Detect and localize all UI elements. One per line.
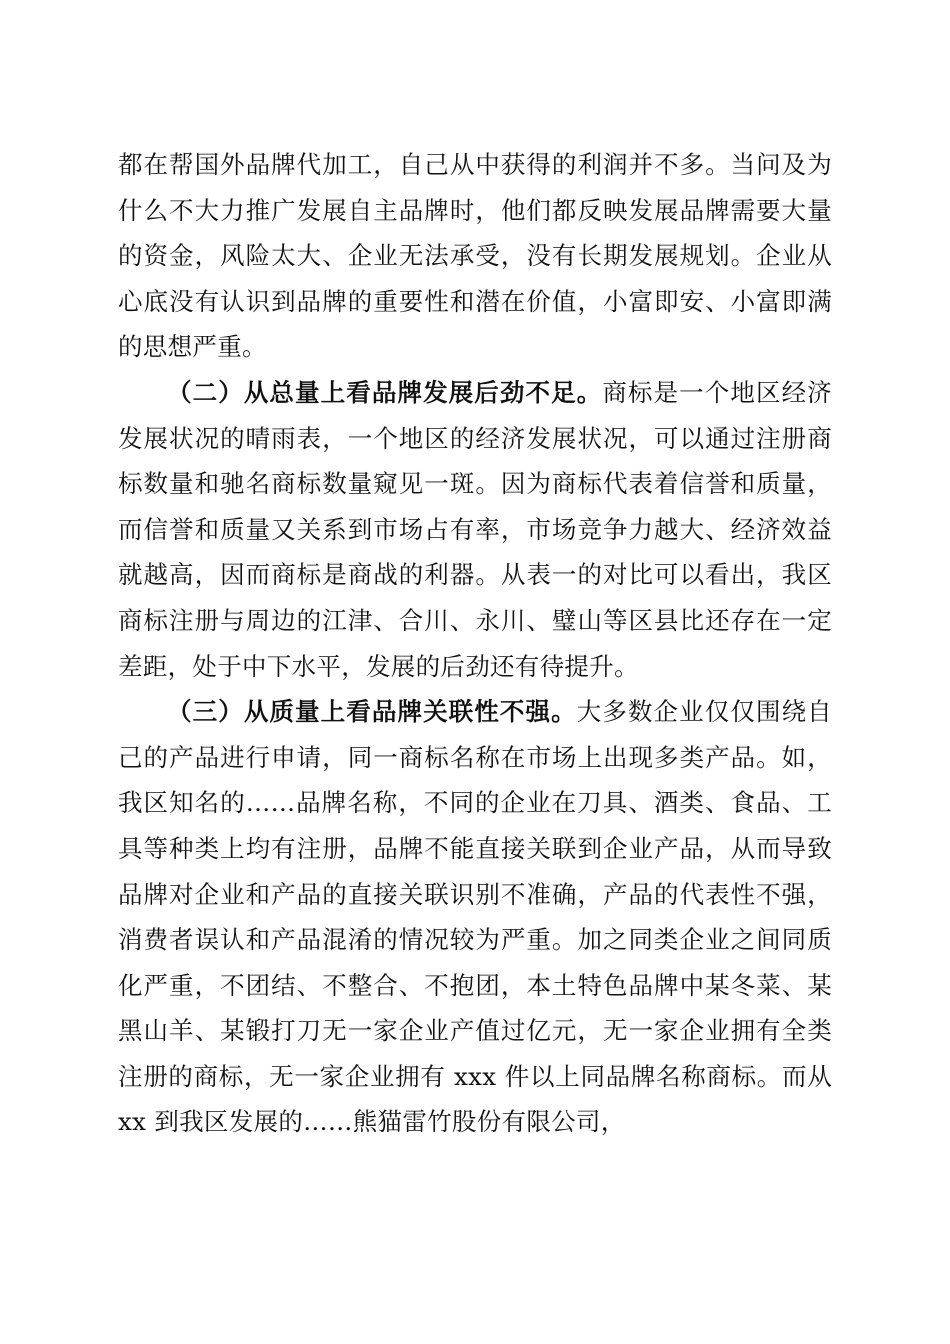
section-heading-2: （二）从总量上看品牌发展后劲不足。	[167, 377, 603, 407]
paragraph-2-text: 商标是一个地区经济发展状况的晴雨表，一个地区的经济发展状况，可以通过注册商标数量和驰名商标数量窥见一斑。因为商标代表着信誉和质量，而信誉和质量又关系到市场占有率，市场竞争力越大、经济效益就越高，因而商标是商战的利器。从表一的对比可以看出，我区商标注册与周边的江津、合川、永川、璧山等区县比还存在一定差距，处于中下水平，发展的后劲还有待提升。	[118, 377, 832, 681]
paragraph-1-text: 都在帮国外品牌代加工，自己从中获得的利润并不多。当问及为什么不大力推广发展自主品牌时，他们都反映发展品牌需要大量的资金，风险太大、企业无法承受，没有长期发展规划。企业从心底没有认识到品牌的重要性和潜在价值，小富即安、小富即满的思想严重。	[118, 150, 832, 362]
paragraph-3-text: 大多数企业仅仅围绕自己的产品进行申请，同一商标名称在市场上出现多类产品。如，我区知名的……品牌名称，不同的企业在刀具、酒类、食品、工具等种类上均有注册，品牌不能直接关联到企业产品，从而导致品牌对企业和产品的直接关联识别不准确，产品的代表性不强，消费者误认和产品混淆的情况较为严重。加之同类企业之间同质化严重，不团结、不整合、不抱团，本土特色品牌中某冬菜、某黑山羊、某锻打刀无一家企业产值过亿元，无一家企业拥有全类注册的商标，无一家企业拥有 xxx 件以上同品牌名称商标。而从 xx 到我区发展的……熊猫雷竹股份有限公司，	[118, 697, 832, 1137]
paragraph-2	[118, 370, 832, 689]
paragraph-1	[118, 142, 832, 370]
section-heading-3: （三）从质量上看品牌关联性不强。	[167, 697, 577, 727]
document-body	[118, 142, 832, 1145]
paragraph-3	[118, 689, 832, 1145]
